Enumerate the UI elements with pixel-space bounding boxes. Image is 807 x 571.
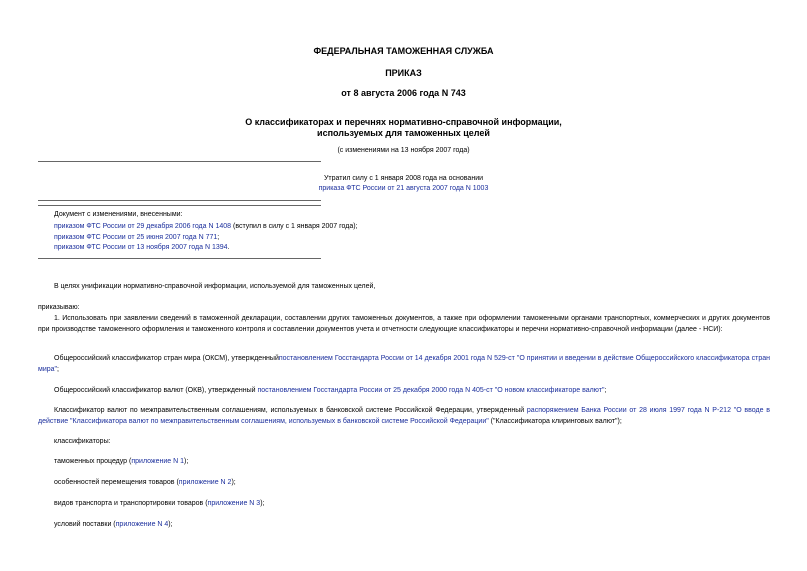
separator-rule [38, 200, 321, 201]
classifier-item [54, 499, 264, 509]
okv-text: Общероссийский классификатор валют (ОКВ), утвержденный [54, 387, 258, 394]
separator-rule [38, 161, 321, 162]
clearing-paragraph [38, 405, 770, 427]
amendment-item [54, 243, 229, 253]
title-line-2: используемых для таможенных целей [317, 128, 490, 138]
classifier-after: ); [184, 458, 189, 465]
amendment-link[interactable]: приказом ФТС России от 29 декабря 2006 года N 1408 [54, 223, 232, 230]
point-1-paragraph: 1. Использовать при заявлении сведений в таможенной декларации, составлении других таможенных документов, а также при оформлении таможенными органами транспортных, коммерческих и других документов при производстве таможенного оформления и таможенного контроля и составлении документов учета и отчетности следующие классификаторы и перечни нормативно-справочной информации (далее - НСИ): [38, 315, 770, 333]
amendment-suffix: (вступил в силу с 1 января 2007 года); [231, 223, 358, 230]
classifiers-label: классификаторы: [54, 438, 111, 445]
amendment-suffix: . [227, 244, 230, 251]
amendments-intro: Документ с изменениями, внесенными: [54, 211, 183, 218]
classifier-text: таможенных процедур ( [54, 458, 132, 465]
classifier-text: особенностей перемещения товаров ( [54, 479, 179, 486]
classifier-text: условий поставки ( [54, 521, 116, 528]
expired-order-link[interactable]: приказа ФТС России от 21 августа 2007 года N 1003 [318, 185, 489, 192]
amendments-note: (с изменениями на 13 ноября 2007 года) [337, 147, 470, 154]
amendment-item [54, 233, 219, 243]
appendix-link[interactable]: приложение N 1 [131, 458, 185, 465]
amendment-item [54, 222, 358, 232]
appendix-link[interactable]: приложение N 3 [207, 500, 261, 507]
purpose-paragraph: В целях унификации нормативно-справочной информации, используемой для таможенных целей, [54, 283, 376, 290]
classifier-item [54, 457, 188, 467]
oksm-text: Общероссийский классификатор стран мира (ОКСМ), утвержденный [54, 355, 279, 362]
title-line-1: О классификаторах и перечнях нормативно-справочной информации, [245, 117, 562, 127]
okv-link[interactable]: постановлением Госстандарта России от 25 декабря 2000 года N 405-ст "О новом классификаторе валют" [257, 387, 605, 394]
expired-text: Утратил силу с 1 января 2008 года на основании [323, 175, 484, 182]
classifier-item [54, 478, 236, 488]
oksm-after: ; [57, 366, 59, 373]
classifier-after: ); [168, 521, 173, 528]
amendment-link[interactable]: приказом ФТС России от 13 ноября 2007 года N 1394 [54, 244, 228, 251]
classifier-text: видов транспорта и транспортировки товаров ( [54, 500, 208, 507]
okv-paragraph [38, 385, 770, 396]
classifier-item [54, 520, 173, 530]
doc-type-heading: ПРИКАЗ [385, 68, 422, 78]
order-word: приказываю: [38, 304, 80, 311]
amendment-suffix: ; [217, 234, 220, 241]
classifier-after: ); [231, 479, 236, 486]
agency-heading: ФЕДЕРАЛЬНАЯ ТАМОЖЕННАЯ СЛУЖБА [313, 46, 494, 56]
classifier-after: ); [260, 500, 265, 507]
appendix-link[interactable]: приложение N 4 [115, 521, 169, 528]
oksm-link[interactable]: постановлением Госстандарта России от 14 декабря 2001 года N 529-ст "О принятии и введении в действие Общероссийского классификатора стран мира" [38, 355, 770, 373]
separator-rule [38, 205, 321, 206]
oksm-paragraph [38, 353, 770, 375]
appendix-link[interactable]: приложение N 2 [178, 479, 232, 486]
expired-link-line [0, 184, 807, 194]
separator-rule [38, 258, 321, 259]
okv-after: ; [604, 387, 607, 394]
clearing-text: Классификатор валют по межправительственным соглашениям, используемых в банковской системе Российской Федерации, утвержденный [54, 407, 527, 414]
clearing-after: ("Классификатора клиринговых валют"); [488, 418, 622, 425]
clearing-link[interactable]: распоряжением Банка России от 28 июля 1997 года N Р-212 "О вводе в действие "Классификатора валют по межправительственным соглашениям, используемых в банковской системе Российской Федерации" [38, 407, 770, 425]
amendment-link[interactable]: приказом ФТС России от 25 июня 2007 года N 771 [54, 234, 218, 241]
date-number-heading: от 8 августа 2006 года N 743 [341, 88, 466, 98]
